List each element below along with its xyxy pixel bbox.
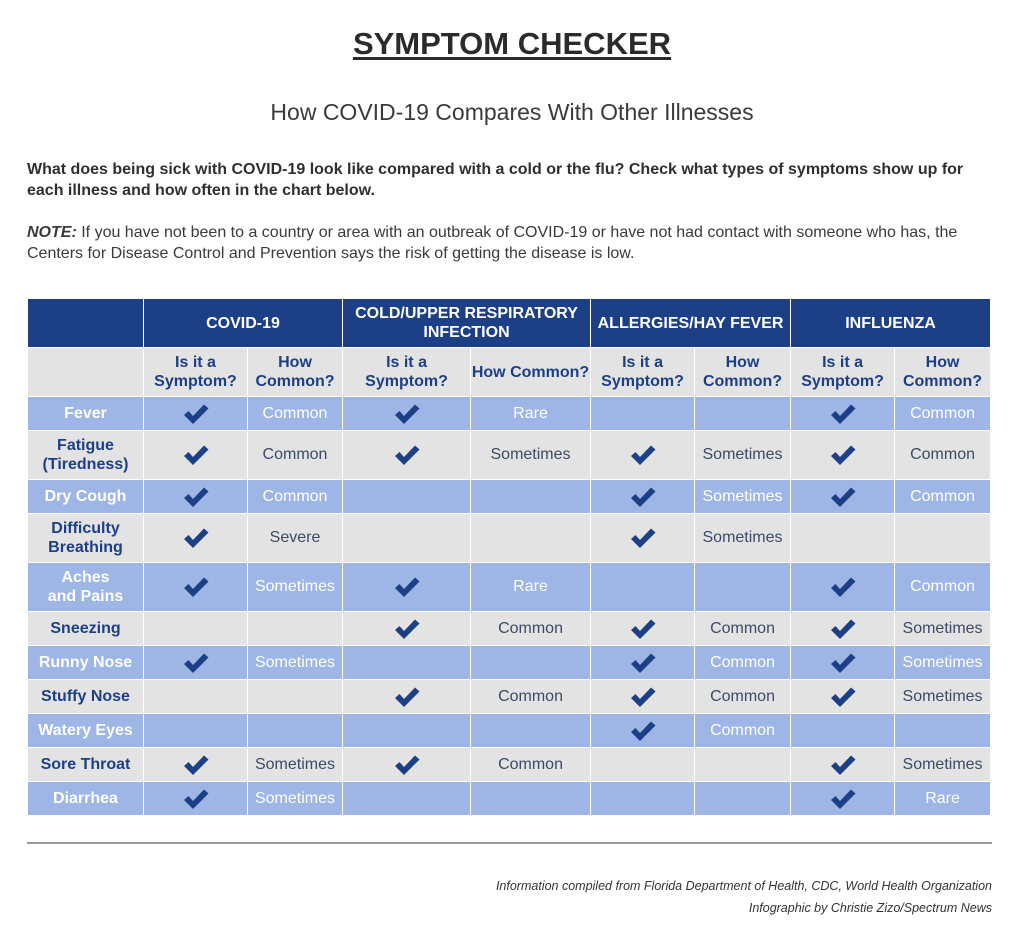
divider [27, 842, 992, 844]
checkmark-icon [829, 754, 857, 776]
common-subheader: How Common? [471, 348, 591, 397]
common-cell [471, 782, 591, 816]
common-cell: Sometimes [895, 612, 991, 646]
symptom-cell [791, 480, 895, 514]
illness-header: COVID-19 [144, 299, 343, 348]
table-row [28, 646, 991, 680]
common-cell: Common [895, 431, 991, 480]
symptom-label: Dry Cough [28, 480, 144, 514]
symptom-cell [144, 680, 248, 714]
checkmark-icon [393, 618, 421, 640]
symptom-cell [343, 480, 471, 514]
common-cell: Sometimes [695, 431, 791, 480]
common-cell [248, 680, 343, 714]
symptom-label: Runny Nose [28, 646, 144, 680]
symptom-cell [343, 646, 471, 680]
common-cell: Common [895, 480, 991, 514]
checkmark-icon [829, 576, 857, 598]
common-cell [471, 480, 591, 514]
symptom-cell [591, 646, 695, 680]
symptom-cell [591, 431, 695, 480]
symptom-subheader: Is it a Symptom? [791, 348, 895, 397]
common-cell: Rare [895, 782, 991, 816]
symptom-cell [144, 782, 248, 816]
common-cell: Severe [248, 514, 343, 563]
illness-header: ALLERGIES/HAY FEVER [591, 299, 791, 348]
symptom-cell [144, 514, 248, 563]
symptom-cell [343, 680, 471, 714]
table-row [28, 714, 991, 748]
symptom-cell [591, 514, 695, 563]
symptom-cell [791, 714, 895, 748]
table-row [28, 680, 991, 714]
symptom-cell [343, 514, 471, 563]
common-cell: Sometimes [471, 431, 591, 480]
common-cell: Common [248, 431, 343, 480]
checkmark-icon [182, 754, 210, 776]
symptom-label: Sore Throat [28, 748, 144, 782]
common-cell: Common [695, 612, 791, 646]
table-row [28, 397, 991, 431]
symptom-cell [591, 680, 695, 714]
symptom-cell [791, 680, 895, 714]
intro-text: What does being sick with COVID-19 look like compared with a cold or the flu? Check what types of symptoms show up for each illness and how often in the chart below. [27, 161, 964, 199]
common-cell [695, 782, 791, 816]
symptom-label: Aches and Pains [28, 563, 144, 612]
common-subheader: How Common? [895, 348, 991, 397]
checkmark-icon [829, 788, 857, 810]
common-cell: Sometimes [248, 782, 343, 816]
symptom-table [27, 298, 991, 816]
checkmark-icon [393, 686, 421, 708]
checkmark-icon [629, 652, 657, 674]
checkmark-icon [829, 686, 857, 708]
checkmark-icon [182, 403, 210, 425]
corner-cell [28, 299, 144, 348]
note-body: If you have not been to a country or area with an outbreak of COVID-19 or have not had contact with someone who has, the Centers for Disease Control and Prevention says the risk of getting the disease is low. [27, 224, 958, 262]
subheader-row [28, 348, 991, 397]
checkmark-icon [393, 754, 421, 776]
note-text [27, 222, 992, 264]
common-cell: Sometimes [895, 748, 991, 782]
checkmark-icon [829, 652, 857, 674]
symptom-cell [791, 612, 895, 646]
checkmark-icon [629, 444, 657, 466]
symptom-label: Fatigue (Tiredness) [28, 431, 144, 480]
symptom-label: Difficulty Breathing [28, 514, 144, 563]
author-credit: Infographic by Christie Zizo/Spectrum News [748, 901, 992, 915]
symptom-cell [144, 714, 248, 748]
illness-header: COLD/UPPER RESPIRATORY INFECTION [343, 299, 591, 348]
common-cell: Common [695, 646, 791, 680]
checkmark-icon [393, 403, 421, 425]
symptom-subheader: Is it a Symptom? [343, 348, 471, 397]
common-cell [471, 514, 591, 563]
checkmark-icon [393, 444, 421, 466]
checkmark-icon [629, 486, 657, 508]
symptom-cell [591, 563, 695, 612]
corner-cell [28, 348, 144, 397]
common-cell [695, 563, 791, 612]
common-cell: Common [471, 612, 591, 646]
common-cell: Common [895, 563, 991, 612]
checkmark-icon [629, 686, 657, 708]
common-cell: Common [471, 680, 591, 714]
common-cell: Common [248, 480, 343, 514]
symptom-cell [591, 397, 695, 431]
symptom-label: Diarrhea [28, 782, 144, 816]
checkmark-icon [182, 527, 210, 549]
symptom-cell [791, 782, 895, 816]
symptom-cell [791, 563, 895, 612]
page-title: SYMPTOM CHECKER [352, 26, 672, 61]
symptom-cell [791, 646, 895, 680]
common-cell [895, 714, 991, 748]
common-cell: Sometimes [695, 480, 791, 514]
symptom-cell [591, 714, 695, 748]
checkmark-icon [829, 403, 857, 425]
symptom-cell [144, 646, 248, 680]
symptom-cell [144, 748, 248, 782]
checkmark-icon [182, 486, 210, 508]
common-subheader: How Common? [248, 348, 343, 397]
symptom-subheader: Is it a Symptom? [591, 348, 695, 397]
common-cell: Common [695, 714, 791, 748]
common-cell: Common [471, 748, 591, 782]
illness-header: INFLUENZA [791, 299, 991, 348]
common-cell [248, 714, 343, 748]
checkmark-icon [629, 720, 657, 742]
common-cell [695, 748, 791, 782]
common-cell: Common [248, 397, 343, 431]
checkmark-icon [629, 618, 657, 640]
common-cell: Sometimes [248, 646, 343, 680]
symptom-cell [144, 563, 248, 612]
symptom-label: Stuffy Nose [28, 680, 144, 714]
symptom-cell [343, 612, 471, 646]
common-cell [248, 612, 343, 646]
symptom-cell [343, 782, 471, 816]
checkmark-icon [829, 444, 857, 466]
table-row [28, 563, 991, 612]
table-row [28, 612, 991, 646]
symptom-cell [343, 397, 471, 431]
symptom-subheader: Is it a Symptom? [144, 348, 248, 397]
symptom-cell [144, 612, 248, 646]
common-cell: Rare [471, 563, 591, 612]
common-cell: Sometimes [695, 514, 791, 563]
common-cell [471, 646, 591, 680]
checkmark-icon [182, 576, 210, 598]
symptom-cell [343, 431, 471, 480]
symptom-cell [144, 480, 248, 514]
checkmark-icon [182, 788, 210, 810]
common-cell: Common [695, 680, 791, 714]
illness-header-row [28, 299, 991, 348]
table-row [28, 782, 991, 816]
symptom-cell [791, 514, 895, 563]
common-cell [895, 514, 991, 563]
checkmark-icon [182, 444, 210, 466]
table-row [28, 431, 991, 480]
symptom-cell [144, 431, 248, 480]
source-credit: Information compiled from Florida Department of Health, CDC, World Health Organization [495, 879, 992, 893]
checkmark-icon [829, 618, 857, 640]
symptom-cell [591, 612, 695, 646]
symptom-cell [791, 397, 895, 431]
symptom-label: Watery Eyes [28, 714, 144, 748]
common-cell: Sometimes [248, 748, 343, 782]
common-subheader: How Common? [695, 348, 791, 397]
common-cell: Common [895, 397, 991, 431]
symptom-cell [343, 714, 471, 748]
table-row [28, 748, 991, 782]
checkmark-icon [393, 576, 421, 598]
symptom-cell [791, 431, 895, 480]
common-cell [695, 397, 791, 431]
common-cell: Sometimes [248, 563, 343, 612]
common-cell: Sometimes [895, 646, 991, 680]
table-body [28, 397, 991, 816]
checkmark-icon [629, 527, 657, 549]
symptom-label: Sneezing [28, 612, 144, 646]
symptom-cell [144, 397, 248, 431]
note-label: NOTE: [27, 224, 77, 241]
symptom-cell [791, 748, 895, 782]
symptom-cell [343, 563, 471, 612]
common-cell [471, 714, 591, 748]
table-row [28, 480, 991, 514]
checkmark-icon [829, 486, 857, 508]
checkmark-icon [182, 652, 210, 674]
symptom-cell [591, 782, 695, 816]
common-cell: Sometimes [895, 680, 991, 714]
symptom-label: Fever [28, 397, 144, 431]
symptom-cell [591, 748, 695, 782]
table-row [28, 514, 991, 563]
common-cell: Rare [471, 397, 591, 431]
symptom-cell [343, 748, 471, 782]
page-subtitle: How COVID-19 Compares With Other Illnesses [270, 99, 754, 125]
symptom-cell [591, 480, 695, 514]
